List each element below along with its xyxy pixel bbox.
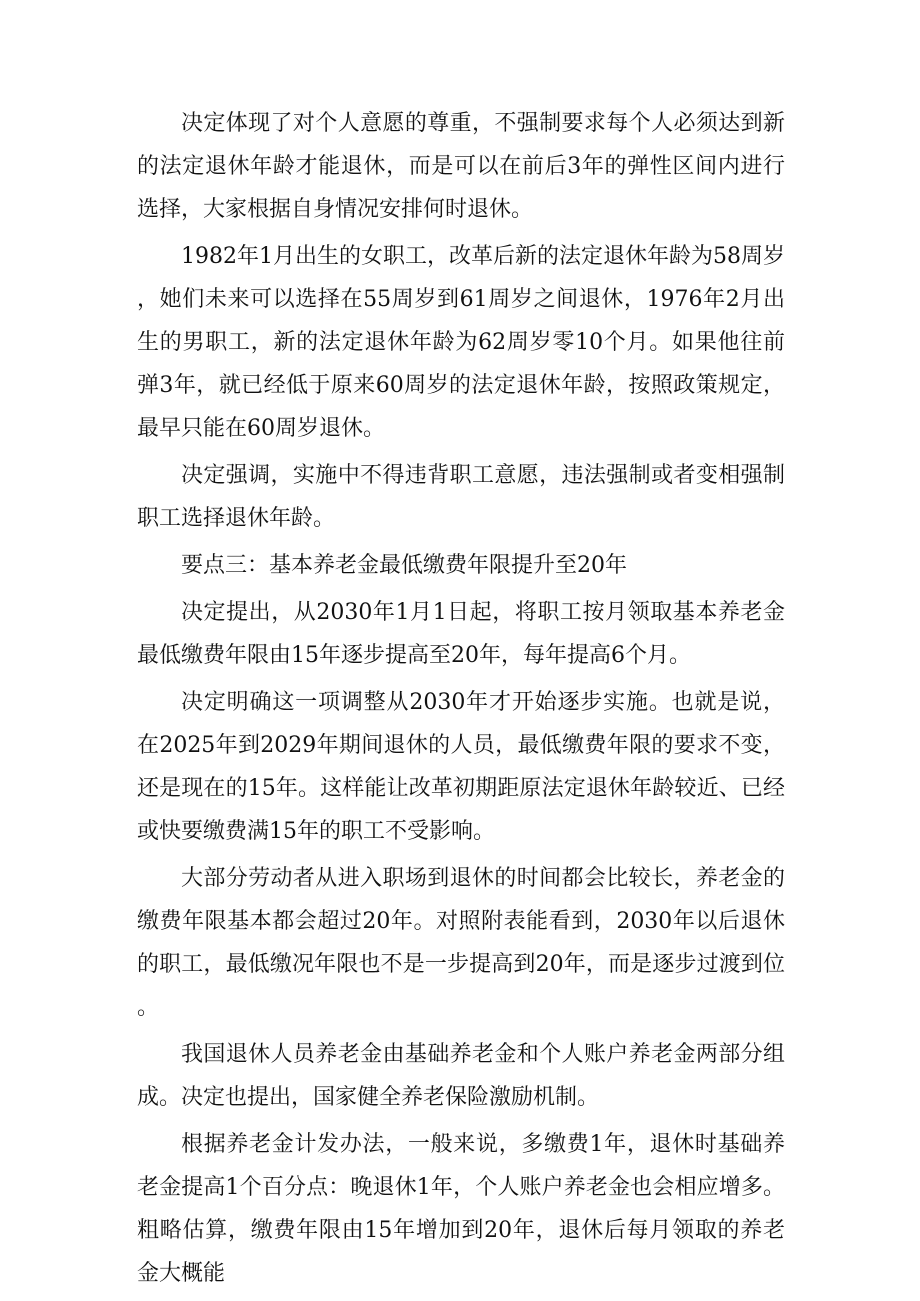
paragraph-voluntary-principle: 决定强调，实施中不得违背职工意愿，违法强制或者变相强制职工选择退休年龄。 bbox=[137, 463, 785, 531]
paragraph-flexible-retirement: 决定体现了对个人意愿的尊重，不强制要求每个人必须达到新的法定退休年龄才能退休，而是可以在前后3年的弹性区间内进行选择，大家根据自身情况安排何时退休。 bbox=[137, 111, 785, 222]
section-heading-point-three: 要点三：基本养老金最低缴费年限提升至20年 bbox=[181, 553, 627, 578]
paragraph-retirement-examples: 1982年1月出生的女职工，改革后新的法定退休年龄为58周岁，她们未来可以选择在55周岁到61周岁之间退休，1976年2月出生的男职工，新的法定退休年龄为62周岁零10个月。如果他往前弹3年，就已经低于原来60周岁的法定退休年龄，按照政策规定，最早只能在60周岁退休。 bbox=[137, 244, 785, 441]
document-body bbox=[137, 102, 785, 1299]
paragraph-pension-composition: 我国退休人员养老金由基础养老金和个人账户养老金两部分组成。决定也提出，国家健全养老保险激励机制。 bbox=[137, 1042, 785, 1110]
paragraph-minimum-contribution: 决定提出，从2030年1月1日起，将职工按月领取基本养老金最低缴费年限由15年逐步提高至20年，每年提高6个月。 bbox=[137, 600, 785, 668]
paragraph-implementation-timeline: 决定明确这一项调整从2030年才开始逐步实施。也就是说，在2025年到2029年期间退休的人员，最低缴费年限的要求不变，还是现在的15年。这样能让改革初期距原法定退休年龄较近、已经或快要缴费满15年的职工不受影响。 bbox=[137, 690, 785, 844]
paragraph-contribution-years: 大部分劳动者从进入职场到退休的时间都会比较长，养老金的缴费年限基本都会超过20年。对照附表能看到，2030年以后退休的职工，最低缴况年限也不是一步提高到20年，而是逐步过渡到位。 bbox=[137, 866, 785, 1020]
paragraph-pension-calculation: 根据养老金计发办法，一般来说，多缴费1年，退休时基础养老金提高1个百分点：晚退休1年，个人账户养老金也会相应增多。粗略估算，缴费年限由15年增加到20年，退休后每月领取的养老金大概能 bbox=[137, 1132, 785, 1286]
